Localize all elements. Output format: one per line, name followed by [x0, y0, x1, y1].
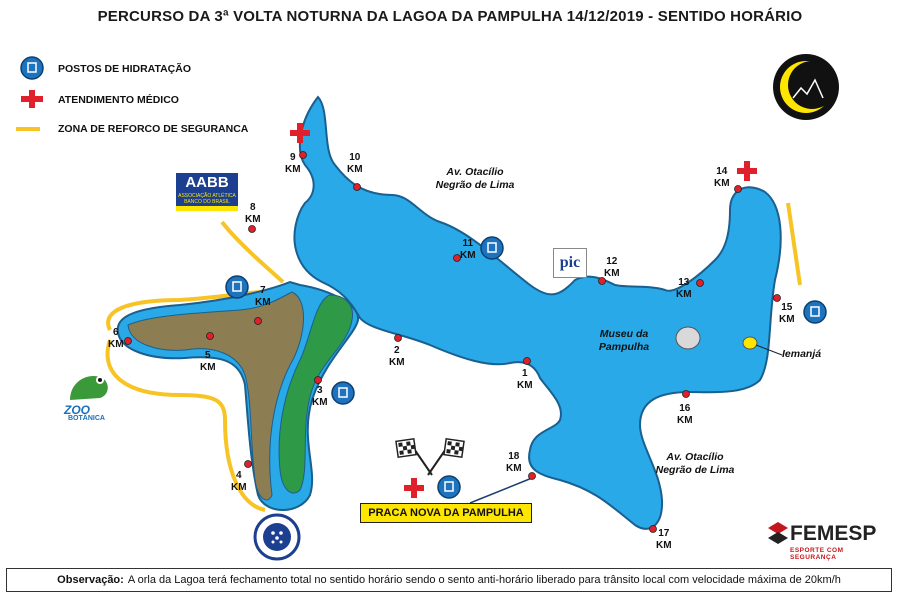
km-marker-8	[249, 226, 256, 233]
hydration-icon	[804, 301, 826, 323]
hydration-icon	[332, 382, 354, 404]
km-label-16: 16 KM	[677, 403, 693, 426]
legend-medical-label: ATENDIMENTO MÉDICO	[58, 94, 179, 106]
km-marker-5	[207, 333, 214, 340]
praca-nova-label: PRACA NOVA DA PAMPULHA	[360, 503, 532, 523]
km-marker-16	[683, 391, 690, 398]
page-title: PERCURSO DA 3ª VOLTA NOTURNA DA LAGOA DA PAMPULHA 14/12/2019 - SENTIDO HORÁRIO	[97, 8, 803, 25]
medical-cross-icon	[21, 90, 43, 108]
femesp-logo-sub: ESPORTE COM SEGURANÇA	[790, 547, 844, 561]
km-label-10: 10 KM	[347, 152, 363, 175]
pic-logo: pic	[553, 248, 587, 278]
aabb-title: AABB	[185, 174, 229, 191]
zoo-logo-text: ZOO	[64, 403, 90, 417]
checkered-flags-icon	[396, 439, 464, 475]
event-logo	[773, 54, 839, 120]
medical-cross-icon	[404, 478, 424, 498]
km-label-9: 9 KM	[285, 152, 301, 175]
km-marker-4	[245, 461, 252, 468]
km-label-1: 1 KM	[517, 368, 533, 391]
iemanja-marker	[743, 337, 757, 349]
hydration-icon	[438, 476, 460, 498]
zoo-logo	[62, 375, 122, 425]
aabb-subtitle: ASSOCIAÇÃO ATLÉTICA BANCO DO BRASIL	[178, 193, 236, 205]
km-label-14: 14 KM	[714, 166, 730, 189]
zoo-logo-sub: BOTÂNICA	[68, 415, 105, 422]
km-marker-2	[395, 335, 402, 342]
km-marker-10	[354, 184, 361, 191]
km-marker-6	[125, 338, 132, 345]
km-label-13: 13 KM	[676, 277, 692, 300]
observation-box	[6, 568, 892, 592]
km-label-6: 6 KM	[108, 327, 124, 350]
femesp-logo-text: FEMESP	[790, 522, 877, 545]
km-label-15: 15 KM	[779, 302, 795, 325]
medical-cross-icon	[737, 161, 757, 181]
km-label-2: 2 KM	[389, 345, 405, 368]
hydration-icon	[226, 276, 248, 298]
observation-label: Observação:	[57, 574, 124, 586]
cruzeiro-badge-icon	[255, 515, 299, 559]
aabb-logo	[176, 173, 238, 211]
km-label-11: 11 KM	[460, 238, 476, 261]
km-marker-1	[524, 358, 531, 365]
hydration-icon	[481, 237, 503, 259]
km-label-18: 18 KM	[506, 451, 522, 474]
security-zone-east	[788, 203, 800, 285]
km-marker-13	[697, 280, 704, 287]
km-label-3: 3 KM	[312, 385, 328, 408]
km-marker-14	[735, 186, 742, 193]
iemanja-label: Iemanjá	[782, 348, 822, 360]
femesp-logo	[760, 520, 890, 560]
museu-marker	[676, 327, 700, 349]
km-label-5: 5 KM	[200, 350, 216, 373]
km-label-8: 8 KM	[245, 202, 261, 225]
museu-label: Museu da Pampulha	[598, 328, 650, 353]
praca-pointer	[470, 478, 532, 503]
av-otacilio-label-bottom: Av. Otacílio Negrão de Lima	[655, 451, 735, 476]
observation-text: A orla da Lagoa terá fechamento total no sentido horário sendo o sento anti-horário liberado para trânsito local com velocidade máxima de 20km/h	[127, 574, 841, 586]
km-marker-15	[774, 295, 781, 302]
hydration-icon	[21, 57, 43, 79]
km-marker-3	[315, 377, 322, 384]
km-marker-7	[255, 318, 262, 325]
km-label-17: 17 KM	[656, 528, 672, 551]
km-label-7: 7 KM	[255, 285, 271, 308]
km-label-12: 12 KM	[604, 256, 620, 279]
av-otacilio-label-top: Av. Otacílio Negrão de Lima	[435, 166, 515, 191]
km-marker-18	[529, 473, 536, 480]
legend-security-label: ZONA DE REFORCO DE SEGURANCA	[58, 123, 249, 135]
legend-hydration-label: POSTOS DE HIDRATAÇÃO	[58, 63, 192, 75]
km-label-4: 4 KM	[231, 470, 247, 493]
